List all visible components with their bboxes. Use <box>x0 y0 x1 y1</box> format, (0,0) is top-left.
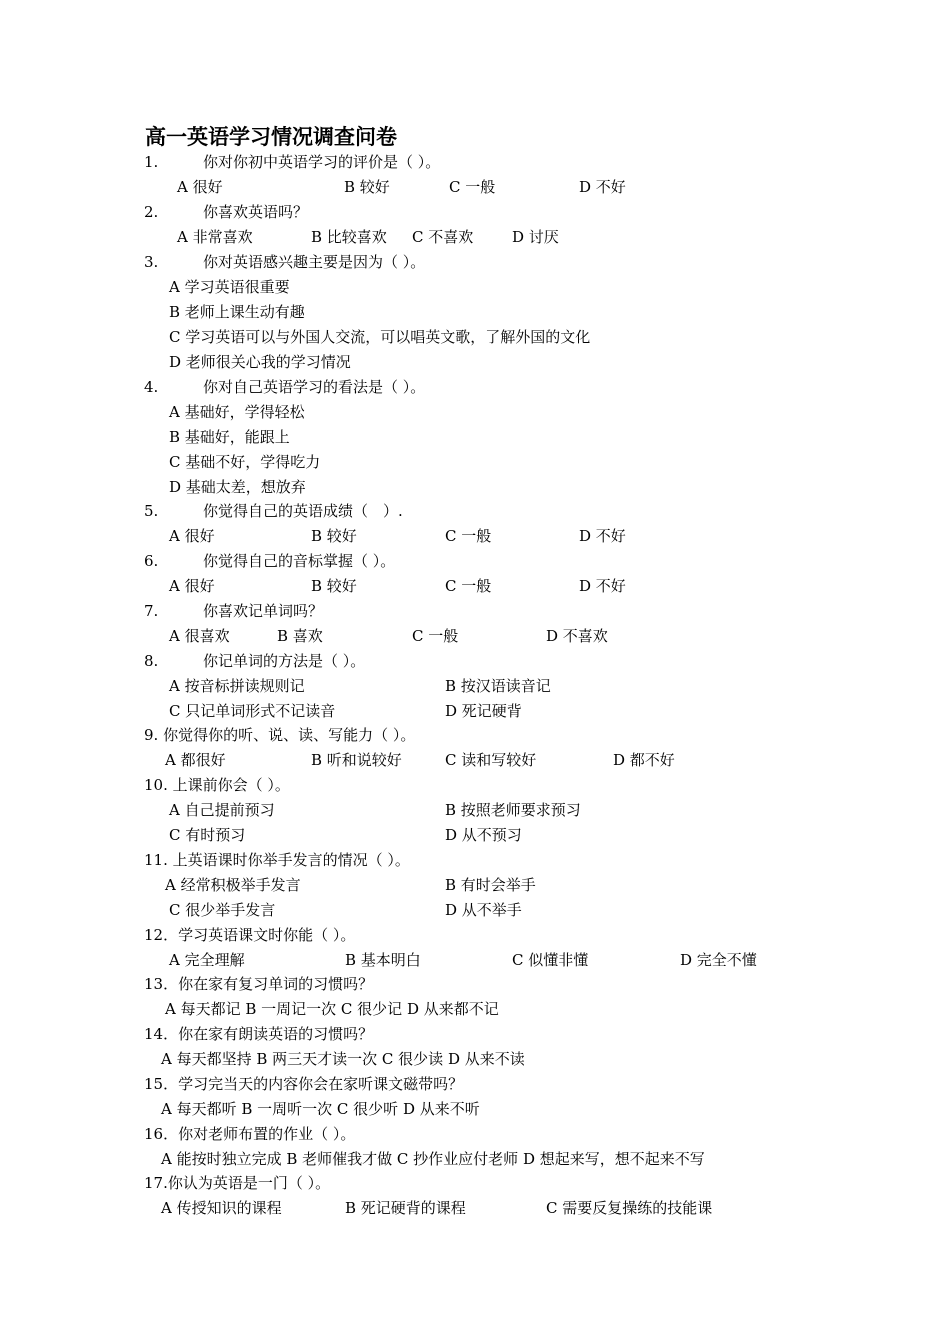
option-b: B 比较喜欢 <box>311 228 387 246</box>
option-c: C 学习英语可以与外国人交流，可以唱英文歌，了解外国的文化 <box>169 328 591 346</box>
question-text: 12．学习英语课文时你能（ ）。 <box>144 926 356 944</box>
question-number: 3. <box>144 253 159 271</box>
option-a: A 按音标拼读规则记 <box>169 677 305 695</box>
question-number: 7. <box>144 602 159 620</box>
option-a: A 自己提前预习 <box>169 801 275 819</box>
option-b: B 基本明白 <box>345 951 421 969</box>
question-8 <box>0 650 950 675</box>
question-10 <box>0 774 950 799</box>
options-row <box>0 476 950 501</box>
question-6 <box>0 550 950 575</box>
question-text: 你记单词的方法是（ ）。 <box>203 652 366 670</box>
option-b: B 死记硬背的课程 <box>345 1199 466 1217</box>
question-17 <box>0 1172 950 1197</box>
question-5 <box>0 500 950 525</box>
option-b: B 较好 <box>311 527 357 545</box>
option-a: A 完全理解 <box>169 951 245 969</box>
options-inline: A 每天都记 B 一周记一次 C 很少记 D 从来都不记 <box>165 1000 499 1018</box>
option-a: A 都很好 <box>165 751 226 769</box>
option-b: B 较好 <box>344 178 390 196</box>
option-d: D 不好 <box>579 178 626 196</box>
question-text: 你对自己英语学习的看法是（ ）。 <box>203 378 426 396</box>
question-4 <box>0 376 950 401</box>
options-row <box>0 749 950 774</box>
option-a: A 基础好，学得轻松 <box>169 403 305 421</box>
option-d: D 死记硬背 <box>445 702 522 720</box>
options-row <box>0 675 950 700</box>
options-row <box>0 1098 950 1123</box>
question-text: 11. 上英语课时你举手发言的情况（ ）。 <box>144 851 410 869</box>
option-d: D 不好 <box>579 527 626 545</box>
question-text: 16．你对老师布置的作业（ ）。 <box>144 1125 356 1143</box>
question-text: 你对你初中英语学习的评价是（ ）。 <box>203 153 441 171</box>
option-b: B 听和说较好 <box>311 751 402 769</box>
question-number: 1. <box>144 153 159 171</box>
options-row <box>0 899 950 924</box>
option-c: C 一般 <box>412 627 459 645</box>
options-row <box>0 401 950 426</box>
options-row <box>0 451 950 476</box>
options-row <box>0 176 950 201</box>
option-d: D 都不好 <box>613 751 675 769</box>
options-row <box>0 351 950 376</box>
option-d: D 不喜欢 <box>546 627 608 645</box>
option-c: C 一般 <box>445 527 492 545</box>
question-text: 14．你在家有朗读英语的习惯吗？ <box>144 1025 374 1043</box>
option-c: C 似懂非懂 <box>512 951 589 969</box>
option-c: C 读和写较好 <box>445 751 537 769</box>
options-inline: A 能按时独立完成 B 老师催我才做 C 抄作业应付老师 D 想起来写，想不起来不写 <box>161 1150 705 1168</box>
question-text: 10. 上课前你会（ ）。 <box>144 776 290 794</box>
options-inline: A 每天都坚持 B 两三天才读一次 C 很少读 D 从来不读 <box>161 1050 525 1068</box>
option-a: A 很喜欢 <box>169 627 230 645</box>
option-b: B 老师上课生动有趣 <box>169 303 305 321</box>
option-a: A 非常喜欢 <box>177 228 253 246</box>
question-number: 5. <box>144 502 159 520</box>
options-row <box>0 1148 950 1173</box>
options-row <box>0 799 950 824</box>
options-row <box>0 326 950 351</box>
option-c: C 有时预习 <box>169 826 246 844</box>
option-b: B 喜欢 <box>277 627 323 645</box>
option-c: C 一般 <box>449 178 496 196</box>
options-row <box>0 1197 950 1222</box>
question-number: 6. <box>144 552 159 570</box>
options-row <box>0 824 950 849</box>
options-row <box>0 874 950 899</box>
option-a: A 很好 <box>169 577 215 595</box>
question-text: 13．你在家有复习单词的习惯吗？ <box>144 975 374 993</box>
options-row <box>0 575 950 600</box>
option-b: B 按照老师要求预习 <box>445 801 581 819</box>
option-c: C 需要反复操练的技能课 <box>546 1199 713 1217</box>
question-2 <box>0 201 950 226</box>
question-text: 15．学习完当天的内容你会在家听课文磁带吗？ <box>144 1075 464 1093</box>
question-9 <box>0 724 950 749</box>
option-a: A 经常积极举手发言 <box>165 876 301 894</box>
question-text: 你觉得自己的英语成绩（ ）. <box>203 502 403 520</box>
option-b: B 基础好，能跟上 <box>169 428 290 446</box>
option-c: C 不喜欢 <box>412 228 474 246</box>
question-text: 你对英语感兴趣主要是因为（ ）。 <box>203 253 426 271</box>
question-text: 9. 你觉得你的听、说、读、写能力（ ）。 <box>144 726 416 744</box>
option-b: B 按汉语读音记 <box>445 677 551 695</box>
question-7 <box>0 600 950 625</box>
option-d: D 基础太差，想放弃 <box>169 478 306 496</box>
question-13 <box>0 973 950 998</box>
question-number: 4. <box>144 378 159 396</box>
options-inline: A 每天都听 B 一周听一次 C 很少听 D 从来不听 <box>161 1100 480 1118</box>
option-d: D 不好 <box>579 577 626 595</box>
options-row <box>0 301 950 326</box>
question-15 <box>0 1073 950 1098</box>
question-text: 你喜欢英语吗？ <box>203 203 309 221</box>
options-row <box>0 625 950 650</box>
option-a: A 学习英语很重要 <box>169 278 290 296</box>
option-d: D 完全不懂 <box>680 951 757 969</box>
option-b: B 有时会举手 <box>445 876 536 894</box>
option-d: D 老师很关心我的学习情况 <box>169 353 351 371</box>
question-text: 你觉得自己的音标掌握（ ）。 <box>203 552 396 570</box>
option-b: B 较好 <box>311 577 357 595</box>
question-number: 2. <box>144 203 159 221</box>
question-1 <box>0 151 950 176</box>
option-c: C 只记单词形式不记读音 <box>169 702 336 720</box>
option-c: C 一般 <box>445 577 492 595</box>
question-14 <box>0 1023 950 1048</box>
options-row <box>0 426 950 451</box>
options-row <box>0 998 950 1023</box>
option-a: A 很好 <box>169 527 215 545</box>
question-12 <box>0 924 950 949</box>
options-row <box>0 226 950 251</box>
option-d: D 从不预习 <box>445 826 522 844</box>
option-c: C 基础不好，学得吃力 <box>169 453 321 471</box>
options-row <box>0 700 950 725</box>
question-16 <box>0 1123 950 1148</box>
options-row <box>0 949 950 974</box>
page-title: 高一英语学习情况调查问卷 <box>145 124 397 149</box>
question-11 <box>0 849 950 874</box>
question-number: 8. <box>144 652 159 670</box>
options-row <box>0 525 950 550</box>
options-row <box>0 276 950 301</box>
option-a: A 传授知识的课程 <box>161 1199 282 1217</box>
question-text: 你喜欢记单词吗？ <box>203 602 324 620</box>
question-3 <box>0 251 950 276</box>
options-row <box>0 1048 950 1073</box>
option-c: C 很少举手发言 <box>169 901 276 919</box>
option-d: D 讨厌 <box>512 228 559 246</box>
option-d: D 从不举手 <box>445 901 522 919</box>
question-text: 17.你认为英语是一门（ ）。 <box>144 1174 331 1192</box>
option-a: A 很好 <box>177 178 223 196</box>
